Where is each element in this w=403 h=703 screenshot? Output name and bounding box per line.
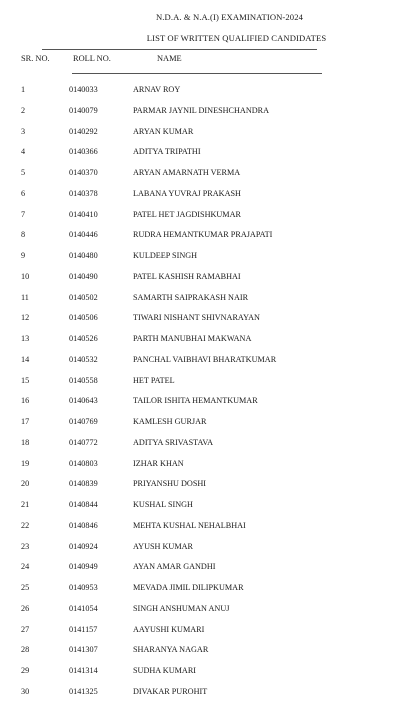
table-row — [0, 106, 403, 118]
table-row — [0, 521, 403, 533]
document-title: N.D.A. & N.A.(I) EXAMINATION-2024 — [156, 12, 303, 22]
roll-no-cell: 0140490 — [69, 271, 98, 281]
table-row — [0, 438, 403, 450]
sr-no-cell: 27 — [21, 624, 30, 634]
sr-no-cell: 13 — [21, 334, 30, 343]
candidate-name-cell: PATEL HET JAGDISHKUMAR — [133, 209, 241, 219]
roll-no-cell: 0140772 — [69, 437, 98, 447]
roll-no-cell: 0140558 — [69, 375, 98, 385]
roll-no-cell: 0140532 — [69, 354, 98, 364]
sr-no-cell: 5 — [21, 168, 26, 177]
table-row — [0, 313, 403, 325]
table-row — [0, 396, 403, 408]
candidate-name-cell: MEVADA JIMIL DILIPKUMAR — [133, 583, 244, 592]
roll-no-cell: 0141307 — [69, 645, 98, 655]
table-row — [0, 604, 403, 616]
candidate-name-cell: ADITYA TRIPATHI — [133, 147, 201, 157]
candidate-name-cell: PARTH MANUBHAI MAKWANA — [133, 334, 252, 343]
candidate-name-cell: ARNAV ROY — [133, 85, 181, 94]
candidate-name-cell: HET PATEL — [133, 375, 175, 385]
roll-no-cell: 0140643 — [69, 396, 98, 406]
candidate-name-cell: TIWARI NISHANT SHIVNARAYAN — [133, 313, 260, 323]
roll-no-cell: 0141054 — [69, 603, 98, 613]
table-row — [0, 625, 403, 637]
table-row — [0, 583, 403, 595]
sr-no-cell: 22 — [21, 520, 30, 530]
roll-no-cell: 0141157 — [69, 624, 98, 634]
roll-no-cell: 0141314 — [69, 666, 98, 675]
header-divider-top — [42, 49, 317, 50]
header-divider-bottom — [72, 73, 322, 74]
sr-no-cell: 21 — [21, 500, 30, 509]
candidate-name-cell: PATEL KASHISH RAMABHAI — [133, 271, 241, 281]
candidate-name-cell: MEHTA KUSHAL NEHALBHAI — [133, 520, 246, 530]
table-row — [0, 562, 403, 574]
table-row — [0, 500, 403, 512]
document-subtitle: LIST OF WRITTEN QUALIFIED CANDIDATES — [146, 33, 327, 43]
roll-no-cell: 0140769 — [69, 417, 98, 426]
table-row — [0, 272, 403, 284]
candidate-name-cell: KAMLESH GURJAR — [133, 417, 207, 426]
sr-no-cell: 16 — [21, 396, 30, 406]
roll-no-cell: 0140502 — [69, 292, 98, 302]
candidate-name-cell: SAMARTH SAIPRAKASH NAIR — [133, 292, 249, 302]
roll-no-cell: 0140803 — [69, 458, 98, 468]
sr-no-cell: 1 — [21, 85, 26, 94]
roll-no-cell: 0140844 — [69, 500, 98, 509]
roll-no-cell: 0140370 — [69, 168, 98, 177]
table-row — [0, 85, 403, 97]
table-row — [0, 251, 403, 263]
table-row — [0, 645, 403, 657]
roll-no-cell: 0140839 — [69, 479, 98, 489]
table-row — [0, 417, 403, 429]
candidate-name-cell: PARMAR JAYNIL DINESHCHANDRA — [133, 105, 270, 115]
sr-no-cell: 3 — [21, 126, 26, 136]
table-row — [0, 666, 403, 678]
table-row — [0, 230, 403, 242]
sr-no-cell: 20 — [21, 479, 30, 489]
candidate-name-cell: SUDHA KUMARI — [133, 666, 197, 675]
sr-no-cell: 2 — [21, 105, 26, 115]
column-header-sr-no: SR. NO. — [21, 54, 50, 63]
candidate-name-cell: SINGH ANSHUMAN ANUJ — [133, 603, 230, 613]
roll-no-cell: 0140924 — [69, 541, 98, 551]
roll-no-cell: 0140953 — [69, 583, 98, 592]
table-row — [0, 542, 403, 554]
roll-no-cell: 0140949 — [69, 562, 98, 572]
sr-no-cell: 23 — [21, 541, 30, 551]
sr-no-cell: 24 — [21, 562, 30, 572]
sr-no-cell: 14 — [21, 354, 30, 364]
candidate-name-cell: SHARANYA NAGAR — [133, 645, 209, 655]
column-header-name: NAME — [157, 54, 182, 63]
candidate-name-cell: AYUSH KUMAR — [133, 541, 193, 551]
sr-no-cell: 29 — [21, 666, 30, 675]
table-row — [0, 479, 403, 491]
roll-no-cell: 0140480 — [69, 251, 98, 260]
sr-no-cell: 10 — [21, 271, 30, 281]
candidate-name-cell: ARYAN AMARNATH VERMA — [133, 168, 241, 177]
column-header-roll-no: ROLL NO. — [73, 54, 111, 63]
roll-no-cell: 0140033 — [69, 85, 98, 94]
sr-no-cell: 17 — [21, 417, 30, 426]
sr-no-cell: 28 — [21, 645, 30, 655]
sr-no-cell: 30 — [21, 686, 30, 696]
sr-no-cell: 9 — [21, 251, 26, 260]
candidate-name-cell: KUSHAL SINGH — [133, 500, 193, 509]
table-row — [0, 127, 403, 139]
candidate-name-cell: ADITYA SRIVASTAVA — [133, 437, 214, 447]
sr-no-cell: 4 — [21, 147, 26, 157]
roll-no-cell: 0140410 — [69, 209, 98, 219]
sr-no-cell: 26 — [21, 603, 30, 613]
candidate-name-cell: KULDEEP SINGH — [133, 251, 198, 260]
table-row — [0, 459, 403, 471]
roll-no-cell: 0140506 — [69, 313, 98, 323]
table-row — [0, 189, 403, 201]
roll-no-cell: 0140446 — [69, 230, 98, 240]
sr-no-cell: 15 — [21, 375, 30, 385]
sr-no-cell: 25 — [21, 583, 30, 592]
table-row — [0, 147, 403, 159]
candidate-name-cell: AAYUSHI KUMARI — [133, 624, 205, 634]
table-row — [0, 355, 403, 367]
candidate-name-cell: LABANA YUVRAJ PRAKASH — [133, 188, 241, 198]
candidate-name-cell: RUDRA HEMANTKUMAR PRAJAPATI — [133, 230, 273, 240]
table-row — [0, 687, 403, 699]
candidate-name-cell: IZHAR KHAN — [133, 458, 184, 468]
sr-no-cell: 11 — [21, 292, 29, 302]
roll-no-cell: 0140526 — [69, 334, 98, 343]
sr-no-cell: 12 — [21, 313, 30, 323]
candidate-name-cell: AYAN AMAR GANDHI — [133, 562, 216, 572]
roll-no-cell: 0140079 — [69, 105, 98, 115]
sr-no-cell: 7 — [21, 209, 26, 219]
sr-no-cell: 18 — [21, 437, 30, 447]
table-row — [0, 376, 403, 388]
table-row — [0, 210, 403, 222]
roll-no-cell: 0140292 — [69, 126, 98, 136]
sr-no-cell: 19 — [21, 458, 30, 468]
table-row — [0, 293, 403, 305]
candidate-name-cell: PRIYANSHU DOSHI — [133, 479, 207, 489]
sr-no-cell: 8 — [21, 230, 26, 240]
candidate-name-cell: DIVAKAR PUROHIT — [133, 686, 208, 696]
sr-no-cell: 6 — [21, 188, 26, 198]
table-row — [0, 168, 403, 180]
roll-no-cell: 0140366 — [69, 147, 98, 157]
table-row — [0, 334, 403, 346]
roll-no-cell: 0140378 — [69, 188, 98, 198]
roll-no-cell: 0141325 — [69, 686, 98, 696]
candidate-name-cell: TAILOR ISHITA HEMANTKUMAR — [133, 396, 258, 406]
candidate-name-cell: PANCHAL VAIBHAVI BHARATKUMAR — [133, 354, 277, 364]
roll-no-cell: 0140846 — [69, 520, 98, 530]
candidate-name-cell: ARYAN KUMAR — [133, 126, 194, 136]
